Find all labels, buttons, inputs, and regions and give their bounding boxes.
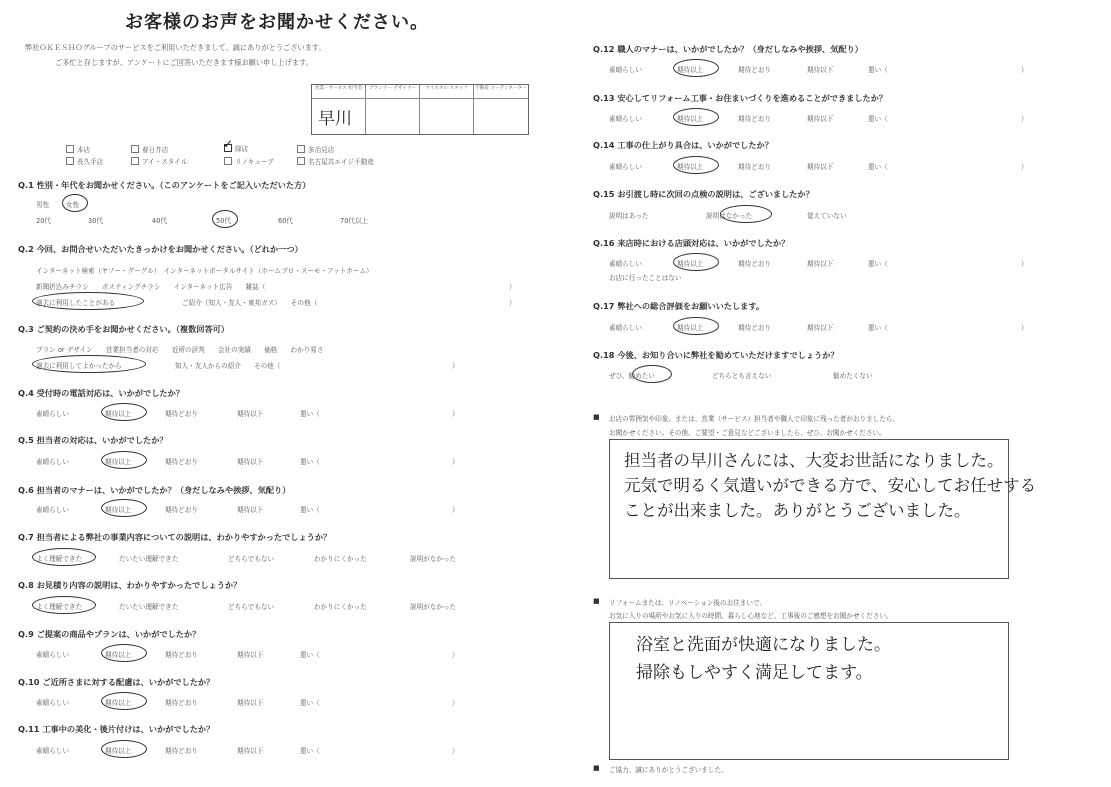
- q9-opt-2[interactable]: 期待以上: [105, 651, 132, 659]
- square-bullet-icon: ■: [593, 764, 600, 772]
- answer-circle: [32, 596, 96, 614]
- q9-opt-4[interactable]: 期待以下: [237, 651, 264, 659]
- staff-header-planner: プランナー デザイナー: [366, 85, 420, 99]
- q12-question: Q.12 職人のマナーは、いかがでしたか？（身だしなみや挨拶、気配り）: [593, 44, 863, 54]
- store-renocube[interactable]: リノキューブ: [224, 156, 274, 166]
- q7-question: Q.7 担当者による弊社の事業内容についての説明は、わかりやすかったでしょうか？: [18, 532, 332, 542]
- staff-header-staff: マイスタル スタッフ: [420, 85, 474, 99]
- q12-opt-2[interactable]: 期待以上: [677, 66, 704, 74]
- q13-opt-1[interactable]: 素晴らしい: [609, 115, 642, 123]
- page-title: お客様のお声をお聞かせください。: [125, 12, 429, 33]
- checkbox[interactable]: [297, 157, 305, 165]
- q10-paren-close: ）: [452, 699, 459, 707]
- q16-opt-5[interactable]: 悪い（: [868, 260, 888, 268]
- answer-circle: [101, 692, 147, 710]
- q14-question: Q.14 工事の仕上がり具合は、いかがでしたか？: [593, 140, 773, 150]
- q4-paren-close: ）: [452, 410, 459, 418]
- answer-circle: [101, 644, 147, 662]
- answer-circle: [32, 292, 144, 310]
- checkbox[interactable]: [66, 145, 74, 153]
- answer-circle: [673, 156, 719, 174]
- q11-opt-1[interactable]: 素晴らしい: [36, 747, 69, 755]
- q13-question: Q.13 安心してリフォーム工事・お住まいづくりを進めることができましたか？: [593, 93, 888, 103]
- q8-opt-4[interactable]: わかりにくかった: [314, 603, 367, 611]
- q17-opt-4[interactable]: 期待以下: [807, 324, 834, 332]
- comment2-label-2: お気に入りの場所やお気に入りの時間、暮らし心地など、工事後のご感想をお聞かせください。: [609, 612, 893, 620]
- q10-opt-4[interactable]: 期待以下: [237, 699, 264, 707]
- checkbox[interactable]: [224, 157, 232, 165]
- staff-cell-realestate[interactable]: [474, 99, 528, 134]
- q17-opt-2[interactable]: 期待以上: [677, 324, 704, 332]
- q12-paren-close: ）: [1021, 66, 1028, 74]
- q13-opt-5[interactable]: 悪い（: [868, 115, 888, 123]
- q7-opt-5[interactable]: 説明がなかった: [410, 555, 457, 563]
- thanks-text: ご協力、誠にありがとうございました。: [609, 766, 728, 774]
- q6-opt-2[interactable]: 期待以上: [105, 506, 132, 514]
- q8-opt-3[interactable]: どちらでもない: [228, 603, 275, 611]
- q9-paren-close: ）: [452, 651, 459, 659]
- q1-age-40[interactable]: 40代: [152, 217, 167, 225]
- q16-opt-4[interactable]: 期待以下: [807, 260, 834, 268]
- q11-opt-2[interactable]: 期待以上: [105, 747, 132, 755]
- q1-female[interactable]: 女性: [66, 201, 80, 209]
- q15-question: Q.15 お引渡し時に次回の点検の説明は、ございましたか？: [593, 189, 814, 199]
- q17-opt-1[interactable]: 素晴らしい: [609, 324, 642, 332]
- q6-opt-1[interactable]: 素晴らしい: [36, 506, 69, 514]
- q2-question: Q.2 今回、お問合せいただいたきっかけをお聞かせください。（どれか一つ）: [18, 244, 303, 254]
- q15-opt-3[interactable]: 覚えていない: [807, 212, 847, 220]
- q9-opt-1[interactable]: 素晴らしい: [36, 651, 69, 659]
- q14-opt-4[interactable]: 期待以下: [807, 163, 834, 171]
- q9-opt-3[interactable]: 期待どおり: [165, 651, 198, 659]
- comment2-label-1: リフォームまたは、リノベーション後のお住まいで、: [609, 599, 766, 607]
- q5-paren-close: ）: [452, 458, 459, 466]
- q11-paren-close: ）: [452, 747, 459, 755]
- q1-age-30[interactable]: 30代: [88, 217, 103, 225]
- q11-opt-4[interactable]: 期待以下: [237, 747, 264, 755]
- comment1-label-1: お店の雰囲気や印象、または、営業（サービス）担当者や職人で印象に残った者がおりましたら、: [609, 415, 900, 423]
- q10-opt-3[interactable]: 期待どおり: [165, 699, 198, 707]
- store-kasugai[interactable]: 春日井店: [131, 144, 168, 154]
- staff-table: [311, 84, 529, 135]
- q4-opt-3[interactable]: 期待どおり: [165, 410, 198, 418]
- q17-opt-3[interactable]: 期待どおり: [738, 324, 771, 332]
- q11-opt-3[interactable]: 期待どおり: [165, 747, 198, 755]
- q11-question: Q.11 工事中の美化・後片付けは、いかがでしたか？: [18, 724, 215, 734]
- q14-opt-5[interactable]: 悪い（: [868, 163, 888, 171]
- staff-header-realestate: 不動産 コーディネーター: [474, 85, 528, 99]
- square-bullet-icon: ■: [593, 597, 600, 605]
- q13-paren-close: ）: [1021, 115, 1028, 123]
- q7-opt-2[interactable]: だいたい理解できた: [119, 555, 179, 563]
- q4-opt-1[interactable]: 素晴らしい: [36, 410, 69, 418]
- check-mark-icon: ✓: [223, 137, 234, 151]
- staff-cell-sales[interactable]: [312, 99, 366, 134]
- staff-cell-planner[interactable]: [366, 99, 420, 134]
- q12-opt-1[interactable]: 素晴らしい: [609, 66, 642, 74]
- q10-question: Q.10 ご近所さまに対する配慮は、いかがでしたか？: [18, 677, 215, 687]
- intro-line-1: 弊社ＯＫＥＳＨＯグループのサービスをご利用いただきまして、誠にありがとうございます。: [25, 43, 326, 52]
- checkbox[interactable]: [66, 157, 74, 165]
- store-realestate[interactable]: 名古屋共エイジ不動産: [297, 156, 374, 166]
- staff-sales-name: 早川: [318, 109, 352, 129]
- comment1-handwritten-1: 担当者の早川さんには、大変お世話になりました。: [624, 451, 1004, 470]
- q1-age-60[interactable]: 60代: [278, 217, 293, 225]
- q8-question: Q.8 お見積り内容の説明は、わかりやすかったでしょうか？: [18, 580, 242, 590]
- q10-opt-1[interactable]: 素晴らしい: [36, 699, 69, 707]
- store-honten[interactable]: 本店: [66, 144, 90, 154]
- checkbox[interactable]: [297, 145, 305, 153]
- checkbox[interactable]: [131, 157, 139, 165]
- q12-opt-3[interactable]: 期待どおり: [738, 66, 771, 74]
- q5-opt-5[interactable]: 悪い（: [300, 458, 320, 466]
- comment1-handwritten-2: 元気で明るく気遣いができる方で、安心してお任せする: [624, 476, 1037, 495]
- checkbox[interactable]: [131, 145, 139, 153]
- q15-opt-2[interactable]: 説明はなかった: [706, 212, 753, 220]
- q4-opt-5[interactable]: 悪い（: [300, 410, 320, 418]
- q11-opt-5[interactable]: 悪い（: [300, 747, 320, 755]
- store-nagakute[interactable]: 長久手店: [66, 156, 103, 166]
- q2-line-2[interactable]: 新聞折込みチラシ ポスティングチラシ インターネット広告 雑誌（: [36, 283, 266, 291]
- q6-opt-3[interactable]: 期待どおり: [165, 506, 198, 514]
- q9-opt-5[interactable]: 悪い（: [300, 651, 320, 659]
- q6-opt-5[interactable]: 悪い（: [300, 506, 320, 514]
- answer-circle: [673, 108, 719, 126]
- comment2-handwritten-1: 浴室と洗面が快適になりました。: [636, 635, 891, 655]
- q7-opt-4[interactable]: わかりにくかった: [314, 555, 367, 563]
- q5-opt-1[interactable]: 素晴らしい: [36, 458, 69, 466]
- store-midori[interactable]: 緑店: [224, 143, 248, 153]
- q2-paren-close: ）: [509, 283, 516, 291]
- q13-opt-3[interactable]: 期待どおり: [738, 115, 771, 123]
- q9-question: Q.9 ご提案の商品やプランは、いかがでしたか？: [18, 629, 201, 639]
- q18-opt-2[interactable]: どちらとも言えない: [712, 372, 772, 380]
- q8-opt-2[interactable]: だいたい理解できた: [119, 603, 179, 611]
- q14-opt-2[interactable]: 期待以上: [677, 163, 704, 171]
- q17-question: Q.17 弊社への総合評価をお願いいたします。: [593, 301, 765, 311]
- q4-question: Q.4 受付時の電話対応は、いかがでしたか？: [18, 388, 184, 398]
- q3-line-1[interactable]: プラン or デザイン 営業担当者の対応 近所の評判 会社の実績 価格 わかり易さ: [36, 346, 324, 354]
- answer-circle: [212, 210, 238, 228]
- q16-question: Q.16 来店時における店頭対応は、いかがでしたか？: [593, 238, 790, 248]
- staff-cell-staff[interactable]: [420, 99, 474, 134]
- q15-opt-1[interactable]: 説明はあった: [609, 212, 649, 220]
- answer-circle: [673, 253, 719, 271]
- answer-circle: [101, 403, 147, 421]
- q16-opt-3[interactable]: 期待どおり: [738, 260, 771, 268]
- q5-opt-2[interactable]: 期待以上: [105, 458, 132, 466]
- q3-line-2[interactable]: 知人・友人からの紹介 その他（: [175, 362, 281, 370]
- store-istyle[interactable]: アイ・スタイル: [131, 156, 187, 166]
- q5-opt-3[interactable]: 期待どおり: [165, 458, 198, 466]
- q1-male[interactable]: 男性: [36, 201, 50, 209]
- q10-opt-2[interactable]: 期待以上: [105, 699, 132, 707]
- q2-past-use[interactable]: 過去に利用したことがある: [36, 299, 116, 307]
- q1-age-70[interactable]: 70代以上: [340, 217, 369, 225]
- answer-circle: [32, 548, 96, 566]
- q16-opt-1[interactable]: 素晴らしい: [609, 260, 642, 268]
- q17-paren-close: ）: [1021, 324, 1028, 332]
- q1-age-20[interactable]: 20代: [36, 217, 51, 225]
- intro-line-2: ご多忙と存じますが、アンケートにご回答いただきます様お願い申し上げます。: [55, 58, 313, 67]
- comment1-handwritten-3: ことが出来ました。ありがとうございました。: [624, 501, 971, 520]
- q1-age-50[interactable]: 50代: [216, 217, 231, 225]
- q3-paren-close: ）: [452, 362, 459, 370]
- q16-paren-close: ）: [1021, 260, 1028, 268]
- q4-opt-4[interactable]: 期待以下: [237, 410, 264, 418]
- square-bullet-icon: ■: [593, 413, 600, 421]
- answer-circle: [101, 499, 147, 517]
- q16-never-visited[interactable]: お店に行ったことはない: [609, 274, 682, 282]
- answer-circle: [101, 451, 147, 469]
- q12-opt-5[interactable]: 悪い（: [868, 66, 888, 74]
- answer-circle: [673, 317, 719, 335]
- q6-opt-4[interactable]: 期待以下: [237, 506, 264, 514]
- q14-opt-1[interactable]: 素晴らしい: [609, 163, 642, 171]
- q8-opt-1[interactable]: よく理解できた: [36, 603, 83, 611]
- store-tajimi[interactable]: 多治見店: [297, 144, 334, 154]
- q7-opt-3[interactable]: どちらでもない: [228, 555, 275, 563]
- q1-question: Q.1 性別・年代をお聞かせください。（このアンケートをご記入いただいた方）: [18, 180, 311, 190]
- answer-circle: [632, 365, 672, 383]
- q10-opt-5[interactable]: 悪い（: [300, 699, 320, 707]
- answer-circle: [673, 59, 719, 77]
- comment1-label-2: お聞かせください。その他、ご要望・ご意見などございましたら、ぜひ、お聞かせください。: [609, 429, 886, 437]
- q2-paren-close: ）: [509, 299, 516, 307]
- comment2-handwritten-2: 掃除もしやすく満足してます。: [636, 663, 873, 683]
- q14-paren-close: ）: [1021, 163, 1028, 171]
- q17-opt-5[interactable]: 悪い（: [868, 324, 888, 332]
- q6-paren-close: ）: [452, 506, 459, 514]
- q18-opt-3[interactable]: 勧めたくない: [833, 372, 873, 380]
- q12-opt-4[interactable]: 期待以下: [807, 66, 834, 74]
- q4-opt-2[interactable]: 期待以上: [105, 410, 132, 418]
- q5-opt-4[interactable]: 期待以下: [237, 458, 264, 466]
- q18-opt-1[interactable]: ぜひ、勧めたい: [609, 372, 655, 380]
- q3-question: Q.3 ご契約の決め手をお聞かせください。（複数回答可）: [18, 324, 230, 334]
- q14-opt-3[interactable]: 期待どおり: [738, 163, 771, 171]
- q13-opt-2[interactable]: 期待以上: [677, 115, 704, 123]
- q2-line-1[interactable]: インターネット検索（ヤフー・グーグル） インターネットポータルサイト（ホームプロ・スーモ・アットホーム）: [36, 267, 373, 275]
- q6-question: Q.6 担当者のマナーは、いかがでしたか？（身だしなみや挨拶、気配り）: [18, 485, 291, 495]
- q7-opt-1[interactable]: よく理解できた: [36, 555, 83, 563]
- answer-circle: [720, 205, 772, 223]
- q8-opt-5[interactable]: 説明がなかった: [410, 603, 457, 611]
- staff-header-sales: 営業・サービス 担当者: [312, 85, 366, 99]
- q16-opt-2[interactable]: 期待以上: [677, 260, 704, 268]
- answer-circle: [62, 194, 88, 212]
- q2-line-3[interactable]: ご紹介（知人・友人・東邦ガス） その他（: [182, 299, 318, 307]
- answer-circle: [32, 355, 146, 373]
- q18-question: Q.18 今後、お知り合いに弊社を勧めていただけますでしょうか？: [593, 350, 839, 360]
- q5-question: Q.5 担当者の対応は、いかがでしたか？: [18, 435, 168, 445]
- q13-opt-4[interactable]: 期待以下: [807, 115, 834, 123]
- q3-past-use[interactable]: 過去に利用してよかったから: [36, 362, 122, 370]
- answer-circle: [101, 740, 147, 758]
